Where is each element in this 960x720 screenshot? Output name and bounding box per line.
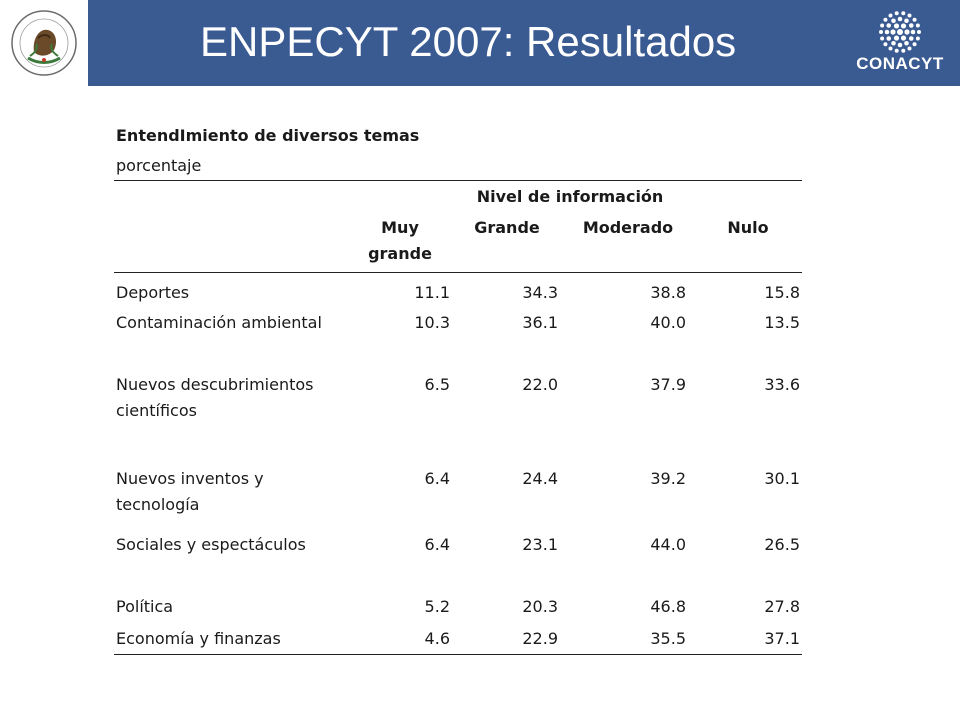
table-cell: 20.3: [522, 597, 558, 616]
logo-dot: [890, 29, 895, 34]
table-cell: 30.1: [764, 469, 800, 488]
table-cell: 11.1: [414, 283, 450, 302]
row-label: Contaminación ambiental: [116, 313, 322, 332]
logo-dot: [908, 14, 912, 18]
logo-dot: [883, 18, 887, 22]
slide-title: ENPECYT 2007: Resultados: [200, 18, 737, 65]
coat-of-arms-icon: [8, 8, 80, 78]
logo-dot: [889, 46, 893, 50]
conacyt-logo: [848, 10, 952, 82]
row-label: Nuevos descubrimientos científicos: [116, 375, 314, 420]
table-cell: 13.5: [764, 313, 800, 332]
table-cell: 33.6: [764, 375, 800, 394]
logo-text: CONACYT: [856, 54, 944, 73]
logo-dot: [901, 11, 905, 15]
table-cell: 37.1: [764, 629, 800, 648]
table-top-rule: [114, 180, 802, 181]
table-cell: 37.9: [650, 375, 686, 394]
logo-dot: [894, 23, 899, 28]
logo-dot: [880, 24, 884, 28]
table-cell: 35.5: [650, 629, 686, 648]
logo-dot: [897, 29, 903, 35]
table-cell: 22.0: [522, 375, 558, 394]
table-cell: 44.0: [650, 535, 686, 554]
table-cell: 6.4: [424, 469, 450, 488]
logo-dot: [916, 24, 920, 28]
logo-dot: [880, 37, 884, 41]
logo-dot: [909, 23, 914, 28]
logo-dot: [883, 42, 887, 46]
table-cell: 40.0: [650, 313, 686, 332]
table-cell: 6.4: [424, 535, 450, 554]
logo-dot: [895, 49, 899, 53]
logo-dot: [904, 29, 909, 34]
logo-dot: [885, 30, 890, 35]
table-cell: 10.3: [414, 313, 450, 332]
logo-dot: [901, 23, 906, 28]
table-cell: 23.1: [522, 535, 558, 554]
logo-dot: [895, 11, 899, 15]
logo-dot: [916, 37, 920, 41]
table-cell: 6.5: [424, 375, 450, 394]
logo-dot: [901, 35, 906, 40]
column-header-muy-grande: Muy grande: [368, 218, 432, 263]
table-title: EntendImiento de diversos temas: [116, 126, 420, 145]
header-bottom-rule: [114, 272, 802, 273]
row-label: Política: [116, 597, 174, 616]
column-header-moderado: Moderado: [582, 218, 674, 237]
column-header-nulo: Nulo: [727, 218, 769, 237]
table-cell: 34.3: [522, 283, 558, 302]
logo-dot: [908, 46, 912, 50]
table-bottom-rule: [114, 654, 802, 655]
table-cell: 5.2: [424, 597, 450, 616]
table-cell: 27.8: [764, 597, 800, 616]
table-cell: 4.6: [424, 629, 450, 648]
table-cell: 36.1: [522, 313, 558, 332]
logo-dot: [913, 42, 917, 46]
logo-dot: [889, 14, 893, 18]
row-label: Sociales y espectáculos: [116, 535, 306, 554]
table-cell: 39.2: [650, 469, 686, 488]
logo-dot: [898, 43, 903, 48]
logo-dot: [904, 41, 909, 46]
table-cell: 24.4: [522, 469, 558, 488]
group-header: Nivel de información: [476, 187, 664, 206]
logo-dot: [894, 35, 899, 40]
conacyt-dot-icon: [848, 10, 952, 54]
table-cell: 22.9: [522, 629, 558, 648]
row-label: Nuevos inventos y tecnología: [116, 469, 264, 514]
logo-dot: [891, 18, 896, 23]
logo-dot: [917, 30, 921, 34]
logo-dot: [909, 36, 914, 41]
logo-dot: [891, 41, 896, 46]
table-unit: porcentaje: [116, 156, 202, 175]
logo-dot: [879, 30, 883, 34]
table-cell: 26.5: [764, 535, 800, 554]
logo-dot: [886, 23, 891, 28]
row-label: Deportes: [116, 283, 190, 302]
logo-dot: [901, 49, 905, 53]
column-header-grande: Grande: [474, 218, 540, 237]
table-cell: 46.8: [650, 597, 686, 616]
table-cell: 15.8: [764, 283, 800, 302]
table-cell: 38.8: [650, 283, 686, 302]
logo-dot: [886, 36, 891, 41]
logo-dot: [913, 18, 917, 22]
logo-dot: [911, 30, 916, 35]
logo-dot: [904, 18, 909, 23]
logo-dot: [898, 17, 903, 22]
row-label: Economía y finanzas: [116, 629, 281, 648]
slide-header: [0, 0, 960, 86]
